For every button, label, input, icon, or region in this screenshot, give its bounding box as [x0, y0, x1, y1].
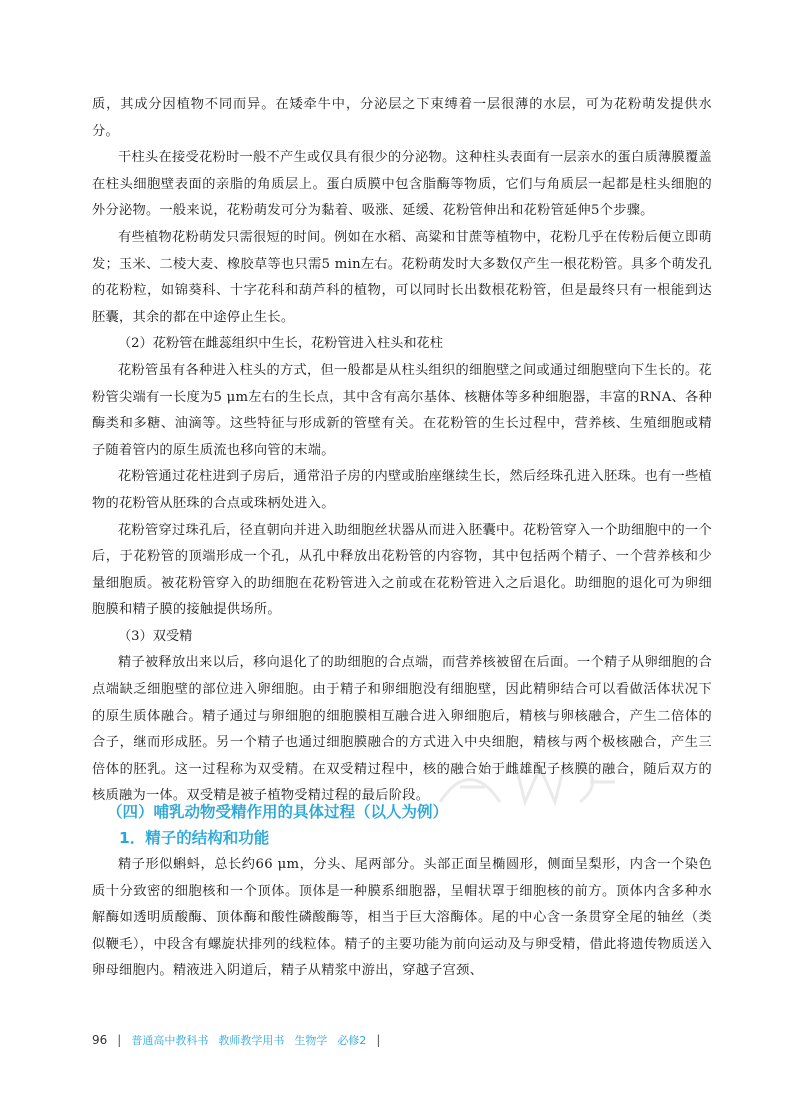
section-heading: （四）哺乳动物受精作用的具体过程（以人为例）	[107, 803, 449, 821]
subheading: （2）花粉管在雌蕊组织中生长，花粉管进入柱头和花柱	[118, 336, 443, 352]
paragraph: 花粉管穿过珠孔后，径直朝向并进入助细胞丝状器从而进入胚囊中。花粉管穿入一个助细胞中的一个后，于花粉管的顶端形成一个孔，从孔中释放出花粉管的内容物，其中包括两个精子、一个营养核和少量细胞质。被花粉管穿入的助细胞在花粉管进入之前或在花粉管进入之后退化。助细胞的退化可为卵细胞膜和精子膜的接触提供场所。	[92, 522, 712, 618]
paragraph: 有些植物花粉萌发只需很短的时间。例如在水稻、高粱和甘蔗等植物中，花粉几乎在传粉后便立即萌发；玉米、二棱大麦、橡胶草等也只需5 min左右。花粉萌发时大多数仅产生一根花粉管。具多个萌发孔的花粉粒，如锦葵科、十字花科和葫芦科的植物，可以同时长出数根花粉管，但是最终只有一根能到达胚囊，其余的都在中途停止生长。	[92, 229, 712, 325]
paragraph: 干柱头在接受花粉时一般不产生或仅具有很少的分泌物。这种柱头表面有一层亲水的蛋白质薄膜覆盖在柱头细胞壁表面的亲脂的角质层上。蛋白质膜中包含脂酶等物质，它们与角质层一起都是柱头细胞的外分泌物。一般来说，花粉萌发可分为黏着、吸涨、延缓、花粉管伸出和花粉管延伸5个步骤。	[92, 150, 712, 219]
footer-book-type: 教师教学用书	[218, 1034, 285, 1047]
footer-separator: |	[117, 1033, 122, 1047]
paragraph: 精子形似蝌蚪，总长约66 μm，分头、尾两部分。头部正面呈椭圆形，侧面呈梨形，内含一个染色质十分致密的细胞核和一个顶体。顶体是一种膜系细胞器，呈帽状罩于细胞核的前方。顶体内含多种水解酶如透明质酸酶、顶体酶和酸性磷酸酶等，相当于巨大溶酶体。尾的中心含一条贯穿全尾的轴丝（类似鞭毛），中段含有螺旋状排列的线粒体。精子的主要功能为前向运动及与卵受精，借此将遗传物质送入卵母细胞内。精液进入阴道后，精子从精浆中游出，穿越子宫颈、	[92, 857, 712, 979]
paragraph: 花粉管虽有各种进入柱头的方式，但一般都是从柱头组织的细胞壁之间或通过细胞壁向下生长的。花粉管尖端有一长度为5 μm左右的生长点，其中含有高尔基体、核糖体等多种细胞器，丰富的RNA、各种酶类和多糖、油滴等。这些特征与形成新的管壁有关。在花粉管的生长过程中，营养核、生殖细胞或精子随着管内的原生质流也移向管的末端。	[92, 362, 712, 458]
subsection-heading: 1．精子的结构和功能	[119, 829, 270, 847]
footer-book-series: 普通高中教科书	[131, 1034, 209, 1047]
footer-separator: |	[376, 1033, 381, 1047]
watermark-logo	[430, 752, 620, 812]
text-block-top	[92, 92, 712, 810]
page-number: 96	[92, 1033, 108, 1047]
page-footer	[92, 1030, 380, 1050]
subheading: （3）双受精	[118, 628, 193, 644]
paragraph: 精子被释放出来以后，移向退化了的助细胞的合点端，而营养核被留在后面。一个精子从卵细胞的合点端缺乏细胞壁的部位进入卵细胞。由于精子和卵细胞没有细胞壁，因此精卵结合可以看做活体状况下的原生质体融合。精子通过与卵细胞的细胞膜相互融合进入卵细胞后，精核与卵核融合，产生二倍体的合子，继而形成胚。另一个精子也通过细胞膜融合的方式进入中央细胞，精核与两个极核融合，产生三倍体的胚乳。这一过程称为双受精。在双受精过程中，核的融合始于雌雄配子核膜的融合，随后双方的核质融为一体。双受精是被子植物受精过程的最后阶段。	[92, 655, 712, 804]
text-block-bottom	[92, 852, 712, 985]
paragraph: 花粉管通过花柱进到子房后，通常沿子房的内壁或胎座继续生长，然后经珠孔进入胚珠。也有一些植物的花粉管从胚珠的合点或珠柄处进入。	[92, 469, 712, 511]
footer-subject: 生物学	[294, 1034, 328, 1047]
paragraph: 质，其成分因植物不同而异。在矮牵牛中，分泌层之下束缚着一层很薄的水层，可为花粉萌发提供水分。	[92, 97, 712, 139]
footer-volume: 必修2	[337, 1034, 367, 1047]
